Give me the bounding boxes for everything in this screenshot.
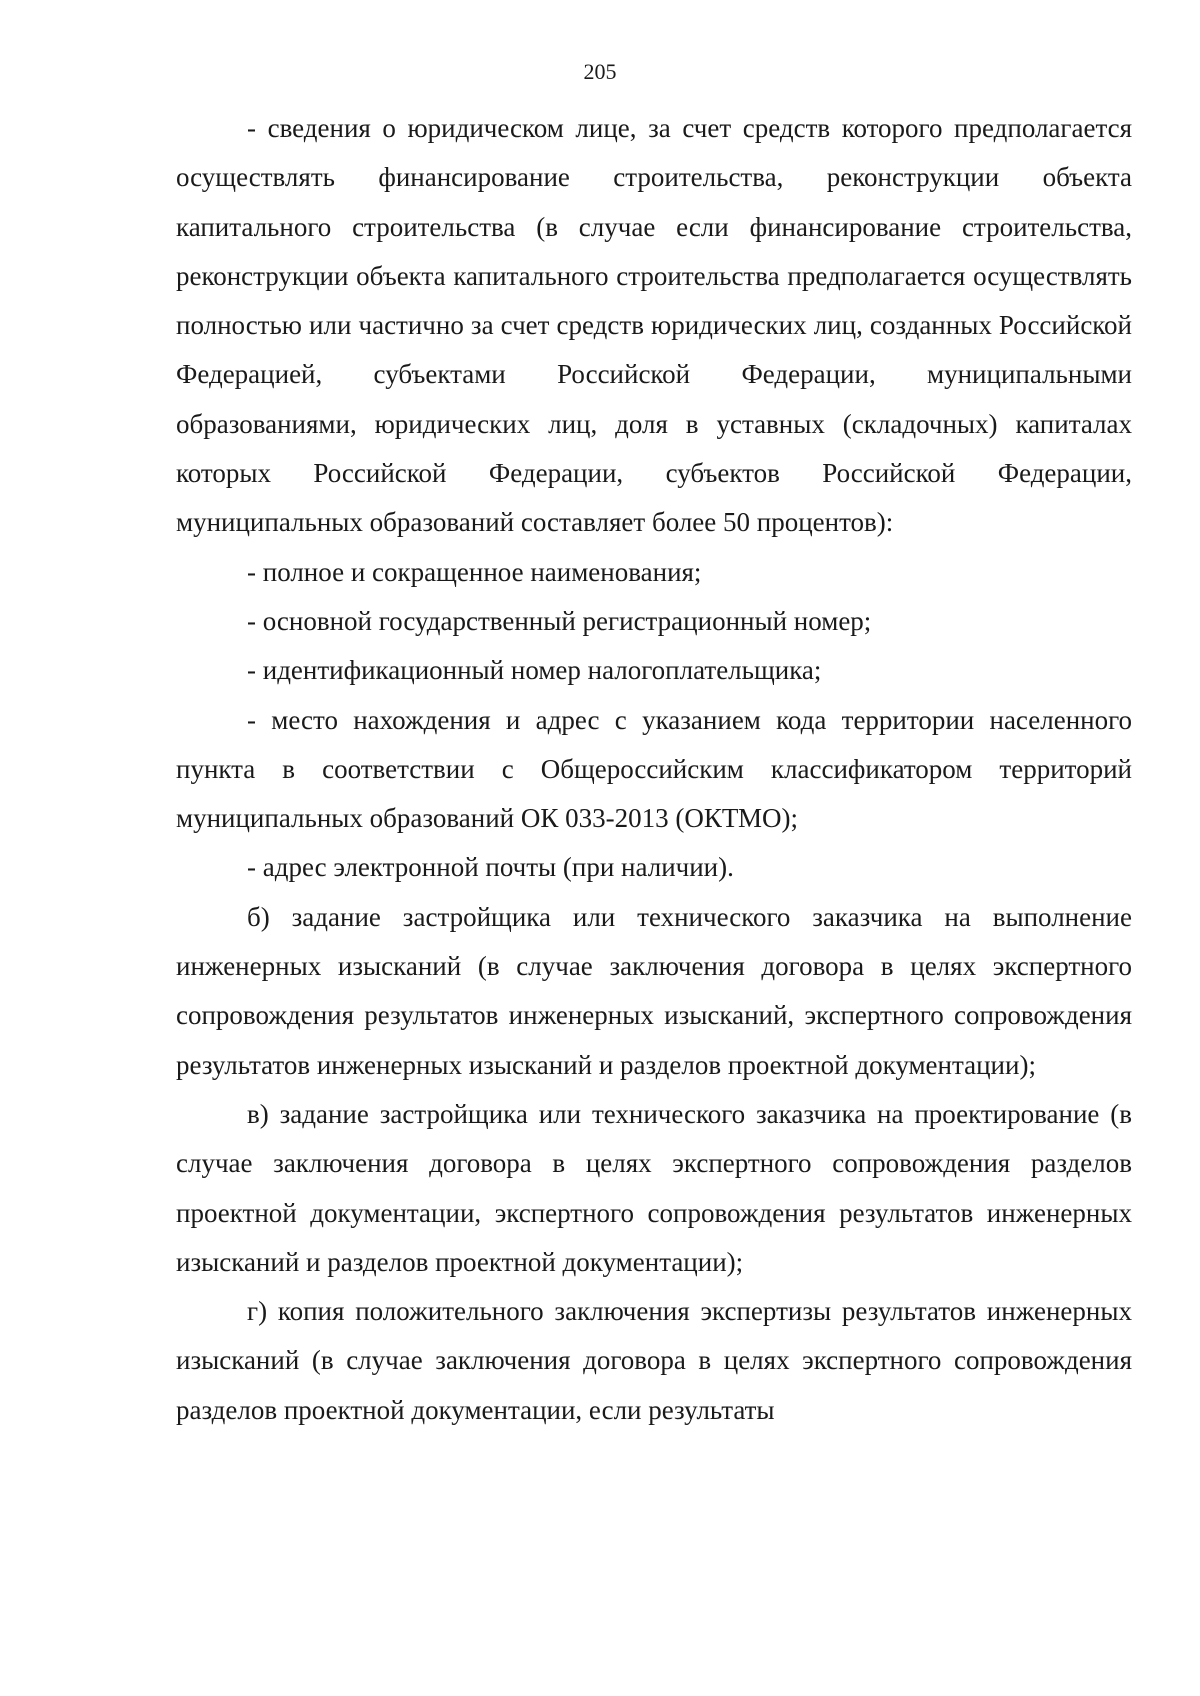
paragraph-address-oktmo: - место нахождения и адрес с указанием кода территории населенного пункта в соответствии с Общероссийским классификатором территорий муниципальных образований ОК 033-2013 (ОКТМО);	[176, 704, 1132, 834]
paragraph-item-v: в) задание застройщика или технического заказчика на проектирование (в случае заключения договора в целях экспертного сопровождения разделов проектной документации, экспертного сопровождения результатов инженерных изысканий и разделов проектной документации);	[176, 1098, 1132, 1277]
paragraph-email: - адрес электронной почты (при наличии).	[247, 852, 734, 883]
paragraph-full-short-name: - полное и сокращенное наименования;	[247, 556, 702, 587]
paragraph-inn: - идентификационный номер налогоплательщика;	[247, 655, 822, 686]
page-number: 205	[583, 59, 617, 84]
paragraph-item-b: б) задание застройщика или технического заказчика на выполнение инженерных изысканий (в случае заключения договора в целях экспертного сопровождения результатов инженерных изысканий, экспертного сопровождения результатов инженерных изысканий и разделов проектной документации);	[176, 901, 1132, 1080]
paragraph-item-g: г) копия положительного заключения экспертизы результатов инженерных изысканий (в случае заключения договора в целях экспертного сопровождения разделов проектной документации, если результаты	[176, 1296, 1132, 1425]
document-body	[176, 104, 1132, 1435]
paragraph-legal-entity-info: - сведения о юридическом лице, за счет средств которого предполагается осуществлять финансирование строительства, реконструкции объекта капитального строительства (в случае если финансирование строительства, реконструкции объекта капитального строительства предполагается осуществлять полностью или частично за счет средств юридических лиц, созданных Российской Федерацией, субъектами Российской Федерации, муниципальными образованиями, юридических лиц, доля в уставных (складочных) капиталах которых Российской Федерации, субъектов Российской Федерации, муниципальных образований составляет более 50 процентов):	[176, 113, 1132, 538]
paragraph-ogrn: - основной государственный регистрационный номер;	[247, 605, 872, 636]
